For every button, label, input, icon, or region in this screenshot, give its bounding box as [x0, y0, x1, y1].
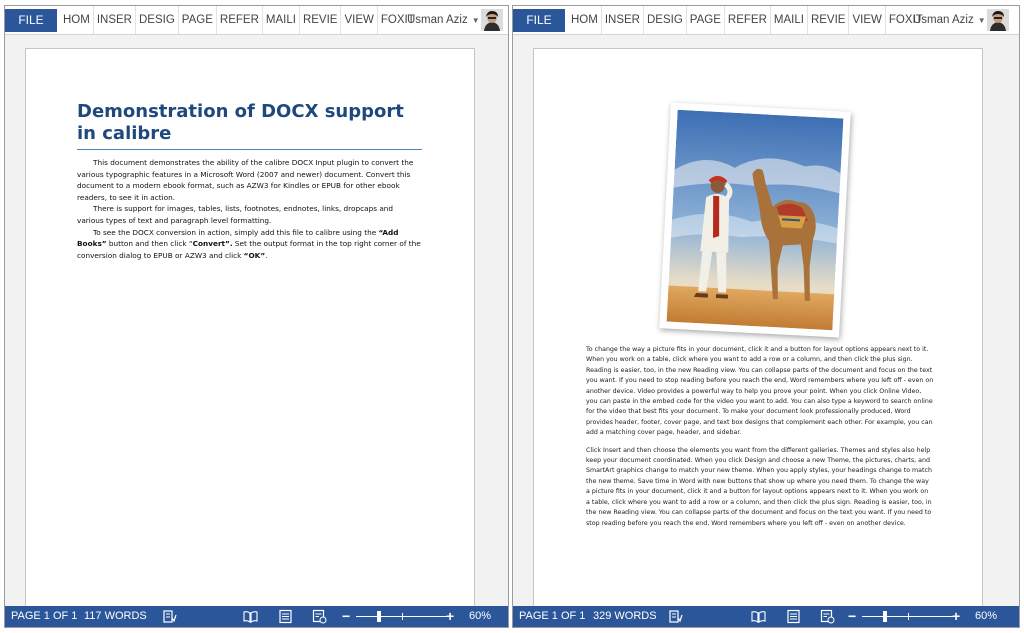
- ribbon-tab-bar: [5, 6, 508, 35]
- status-bar: [513, 606, 1019, 627]
- tab-design[interactable]: DESIG: [136, 6, 179, 34]
- read-mode-icon[interactable]: [751, 609, 766, 624]
- zoom-slider-center-tick: [908, 613, 909, 620]
- tab-page-layout[interactable]: PAGE: [179, 6, 217, 34]
- paragraph-3-text-g: .: [265, 250, 268, 260]
- tab-mailings[interactable]: MAILI: [263, 6, 300, 34]
- tab-home[interactable]: HOM: [568, 6, 602, 34]
- zoom-slider-center-tick: [402, 613, 403, 620]
- user-account-menu[interactable]: [913, 6, 986, 34]
- tab-view[interactable]: VIEW: [849, 6, 885, 34]
- tab-insert[interactable]: INSER: [602, 6, 644, 34]
- zoom-slider-thumb[interactable]: [377, 611, 381, 622]
- zoom-level[interactable]: 60%: [975, 610, 998, 622]
- print-layout-icon[interactable]: [278, 609, 293, 624]
- tab-view[interactable]: VIEW: [341, 6, 377, 34]
- tab-references[interactable]: REFER: [725, 6, 771, 34]
- ribbon-tabs: [60, 6, 418, 34]
- convert-emphasis: Convert”.: [192, 239, 233, 249]
- zoom-out-button[interactable]: −: [848, 608, 857, 624]
- chevron-down-icon: ▼: [977, 16, 986, 25]
- word-count[interactable]: 329 WORDS: [593, 610, 657, 622]
- tab-references[interactable]: REFER: [217, 6, 263, 34]
- paragraph-2: Click Insert and then choose the elements you want from the different galleries. Themes and styles also help keep your document coordinated. When you click Design and choose a new Theme, the pictures, charts, and SmartArt graphics change to match your new theme. When you apply styles, your headings change to match the new theme. Save time in Word with new buttons that show up where you need them. To change the way a picture fits in your document, click it and a button for layout options appears next to it. When you work on a table, click where you want to add a row or a column, and then click the plus sign. Reading is easier, too, in the new Reading view. You can collapse parts of the document and focus on the text you want. If you need to stop reading before you reach the end, Word remembers where you left off - even on another device.: [586, 446, 932, 527]
- tab-review[interactable]: REVIE: [808, 6, 850, 34]
- ok-emphasis: “OK”: [243, 250, 266, 260]
- vertical-scrollbar[interactable]: [494, 35, 508, 606]
- user-account-menu[interactable]: [407, 6, 480, 34]
- zoom-in-button[interactable]: +: [952, 608, 961, 624]
- zoom-out-button[interactable]: −: [342, 608, 351, 624]
- paragraph-3-text-e: Set the output format in the top right corner of the conversion dialog to EPUB or AZW3 and click: [77, 239, 421, 260]
- status-bar: [5, 606, 508, 627]
- page-count[interactable]: PAGE 1 OF 1: [11, 610, 78, 622]
- proofing-icon[interactable]: [162, 609, 177, 624]
- ribbon-tab-bar: [513, 6, 1019, 35]
- word-count[interactable]: 117 WORDS: [84, 610, 147, 622]
- file-tab[interactable]: FILE: [5, 9, 57, 32]
- tab-home[interactable]: HOM: [60, 6, 94, 34]
- paragraph-3-text-a: To see the DOCX conversion in action, simply add this file to calibre using the: [93, 227, 379, 237]
- tab-insert[interactable]: INSER: [94, 6, 136, 34]
- word-window-right: [512, 5, 1020, 628]
- document-body: [77, 157, 422, 261]
- paragraph-3: [77, 227, 422, 262]
- user-name: Usman Aziz: [913, 14, 974, 26]
- file-tab[interactable]: FILE: [513, 9, 565, 32]
- document-body: [586, 345, 934, 536]
- user-name: Usman Aziz: [407, 14, 468, 26]
- tab-foxit[interactable]: FOXIT: [888, 14, 923, 26]
- paragraph-2: There is support for images, tables, lists, footnotes, endnotes, links, dropcaps and various types of text and paragraph level formatting.: [77, 204, 394, 225]
- tab-mailings[interactable]: MAILI: [771, 6, 808, 34]
- document-title: Demonstration of DOCX support in calibre: [77, 101, 422, 150]
- word-window-left: [4, 5, 509, 628]
- add-books-emphasis: “Add Books”: [77, 227, 399, 249]
- read-mode-icon[interactable]: [243, 609, 258, 624]
- avatar[interactable]: [987, 9, 1009, 31]
- print-layout-icon[interactable]: [786, 609, 801, 624]
- zoom-slider-thumb[interactable]: [883, 611, 887, 622]
- camel-photo[interactable]: [659, 102, 851, 337]
- paragraph-1: To change the way a picture fits in your document, click it and a button for layout options appears next to it. When you work on a table, click where you want to add a row or a column, and then click the plus sign. Reading is easier, too, in the new Reading view. You can collapse parts of the document and focus on the text you want. If you need to stop reading before you reach the end, Word remembers where you left off - even on another device. Video provides a powerful way to help you prove your point. When you click Online Video, you can paste in the embed code for the video you want to add. You can also type a keyword to search online for the video that best fits your document. To make your document look professionally produced, Word provides header, footer, cover page, and text box designs that complement each other. For example, you can add a matching cover page, header, and sidebar.: [586, 346, 934, 437]
- tab-review[interactable]: REVIE: [300, 6, 342, 34]
- tab-page-layout[interactable]: PAGE: [687, 6, 725, 34]
- avatar[interactable]: [481, 9, 503, 31]
- tab-foxit[interactable]: FOXIT: [380, 14, 415, 26]
- zoom-in-button[interactable]: +: [446, 608, 455, 624]
- web-layout-icon[interactable]: [820, 609, 835, 624]
- document-page[interactable]: [533, 48, 983, 618]
- tab-design[interactable]: DESIG: [644, 6, 687, 34]
- paragraph-3-text-c: button and then click “: [106, 239, 193, 249]
- web-layout-icon[interactable]: [312, 609, 327, 624]
- ribbon-tabs: [568, 6, 926, 34]
- chevron-down-icon: ▼: [471, 16, 480, 25]
- paragraph-1: This document demonstrates the ability of the calibre DOCX Input plugin to convert the various typographic features in a Microsoft Word (2007 and newer) document. Convert this document to a modern ebook format, such as AZW3 for Kindles or EPUB for other ebook readers, to see it in action.: [77, 158, 414, 202]
- proofing-icon[interactable]: [668, 609, 683, 624]
- page-count[interactable]: PAGE 1 OF 1: [519, 610, 586, 622]
- document-area[interactable]: [513, 35, 1019, 606]
- zoom-level[interactable]: 60%: [469, 610, 492, 622]
- vertical-scrollbar[interactable]: [1005, 35, 1019, 606]
- document-area[interactable]: [5, 35, 508, 606]
- document-page[interactable]: [25, 48, 475, 618]
